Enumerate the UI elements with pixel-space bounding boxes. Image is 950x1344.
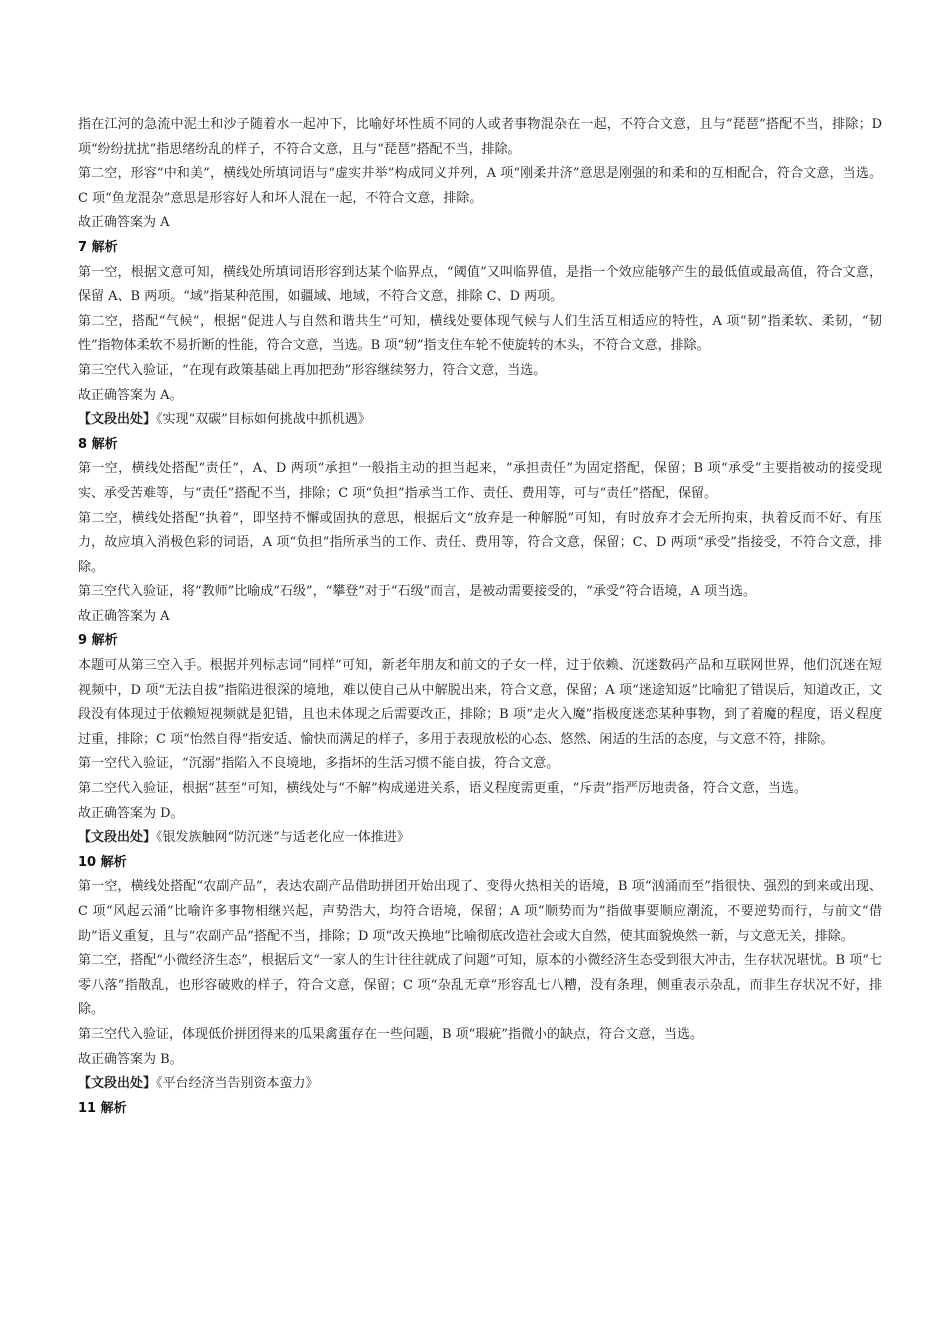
paragraph: 指在江河的急流中泥土和沙子随着水一起冲下，比喻好坏性质不同的人或者事物混杂在一起，不符合文意，且与“琵琶”搭配不当，排除；D 项“纷纷扰扰”指思绪纷乱的样子，不符合文意，且与“琵琶”搭配不当，排除。 (78, 117, 882, 157)
source-title: 《实现“双碳”目标如何挑战中抓机遇》 (156, 412, 371, 428)
paragraph: 故正确答案为 A。 (78, 387, 183, 403)
source-label: 【文段出处】 (78, 830, 157, 846)
paragraph: 第二空，形容“中和美”，横线处所填词语与“虚实并举”构成同义并列，A 项“刚柔并济”意思是刚强的和柔和的互相配合，符合文意，当选。C 项“鱼龙混杂”意思是形容好人和坏人混在一起，不符合文意，排除。 (78, 166, 882, 206)
paragraph: 第一空，横线处搭配“责任”，A、D 两项“承担”一般指主动的担当起来，“承担责任”为固定搭配，保留；B 项“承受”主要指被动的接受现实、承受苦难等，与“责任”搭配不当，排除；C 项“负担”指承当工作、责任、费用等，可与“责任”搭配，保留。 (78, 461, 882, 501)
paragraph: 本题可从第三空入手。根据并列标志词“同样”可知，新老年朋友和前文的子女一样，过于依赖、沉迷数码产品和互联网世界，他们沉迷在短视频中，D 项“无法自拔”指陷进很深的境地，难以使自己从中解脱出来，符合文意，保留；A 项“迷途知返”比喻犯了错误后，知道改正，文段没有体现过于依赖短视频就是犯错，且也未体现之后需要改正，排除；B 项“走火入魔”指极度迷恋某种事物，到了着魔的程度，语义程度过重，排除；C 项“怡然自得”指安适、愉快而满足的样子，多用于表现放松的心态、悠然、闲适的生活的态度，与文意不符，排除。 (78, 658, 882, 747)
paragraph: 故正确答案为 D。 (78, 805, 184, 821)
section-heading: 7 解析 (78, 239, 118, 255)
paragraph: 第二空，搭配“小微经济生态”，根据后文“一家人的生计往往就成了问题”可知，原本的小微经济生态受到很大冲击，生存状况堪忧。B 项“七零八落”指散乱，也形容破败的样子，符合文意，保留；C 项“杂乱无章”形容乱七八糟，没有条理，侧重表示杂乱，而非生存状况不好，排除。 (78, 953, 882, 1018)
paragraph: 故正确答案为 A (78, 608, 170, 624)
paragraph: 第二空，搭配“气候”，根据“促进人与自然和谐共生”可知，横线处要体现气候与人们生活互相适应的特性，A 项“韧”指柔软、柔韧，“韧性”指物体柔软不易折断的性能，符合文意，当选。B 项“轫”指支住车轮不使旋转的木头，不符合文意，排除。 (78, 313, 882, 354)
document-page (78, 113, 882, 1121)
source-title: 《平台经济当告别资本蛮力》 (156, 1076, 319, 1092)
paragraph: 第一空代入验证，“沉溺”指陷入不良境地，多指坏的生活习惯不能自拔，符合文意。 (78, 756, 560, 772)
source-line (78, 826, 882, 851)
section-heading: 8 解析 (78, 436, 118, 452)
source-label: 【文段出处】 (78, 1076, 157, 1092)
source-title: 《银发族触网“防沉迷”与适老化应一体推进》 (156, 830, 410, 846)
source-line (78, 1072, 882, 1097)
source-label: 【文段出处】 (78, 412, 157, 428)
section-heading: 9 解析 (78, 633, 118, 649)
section-heading: 10 解析 (78, 854, 127, 870)
paragraph: 第一空，横线处搭配“农副产品”，表达农副产品借助拼团开始出现了、变得火热相关的语境，B 项“汹涌而至”指很快、强烈的到来或出现、C 项“风起云涌”比喻许多事物相继兴起，声势浩大，均符合语境，保留；A 项“顺势而为”指做事要顺应潮流，不要逆势而行，与前文“借助”语义重复，且与“农副产品”搭配不当，排除；D 项“改天换地”比喻彻底改造社会或大自然，使其面貌焕然一新，与文意无关，排除。 (78, 879, 882, 944)
section-heading: 11 解析 (78, 1100, 127, 1116)
paragraph: 故正确答案为 A (78, 215, 170, 231)
paragraph: 第三空代入验证，将“教师”比喻成“石级”，“攀登”对于“石级”而言，是被动需要接受的，“承受”符合语境，A 项当选。 (78, 584, 756, 600)
paragraph: 故正确答案为 B。 (78, 1051, 183, 1067)
paragraph: 第三空代入验证，体现低价拼团得来的瓜果禽蛋存在一些问题，B 项“瑕疵”指微小的缺点，符合文意，当选。 (78, 1026, 703, 1042)
paragraph: 第二空代入验证，根据“甚至”可知，横线处与“不解”构成递进关系，语义程度需更重，“斥责”指严厉地责备，符合文意，当选。 (78, 781, 807, 797)
source-line (78, 408, 882, 433)
paragraph: 第一空，根据文意可知，横线处所填词语形容到达某个临界点，“阈值”又叫临界值，是指一个效应能够产生的最低值或最高值，符合文意，保留 A、B 两项。“域”指某种范围，如疆域、地域，不符合文意，排除 C、D 两项。 (78, 264, 882, 305)
paragraph: 第二空，横线处搭配“执着”，即坚持不懈或固执的意思，根据后文“放弃是一种解脱”可知，有时放弃才会无所拘束，执着反而不好、有压力，故应填入消极色彩的词语，A 项“负担”指所承当的工作、责任、费用等，符合文意，保留；C、D 两项“承受”指接受，不符合文意，排除。 (78, 510, 882, 575)
paragraph: 第三空代入验证，“在现有政策基础上再加把劲”形容继续努力，符合文意，当选。 (78, 362, 547, 378)
